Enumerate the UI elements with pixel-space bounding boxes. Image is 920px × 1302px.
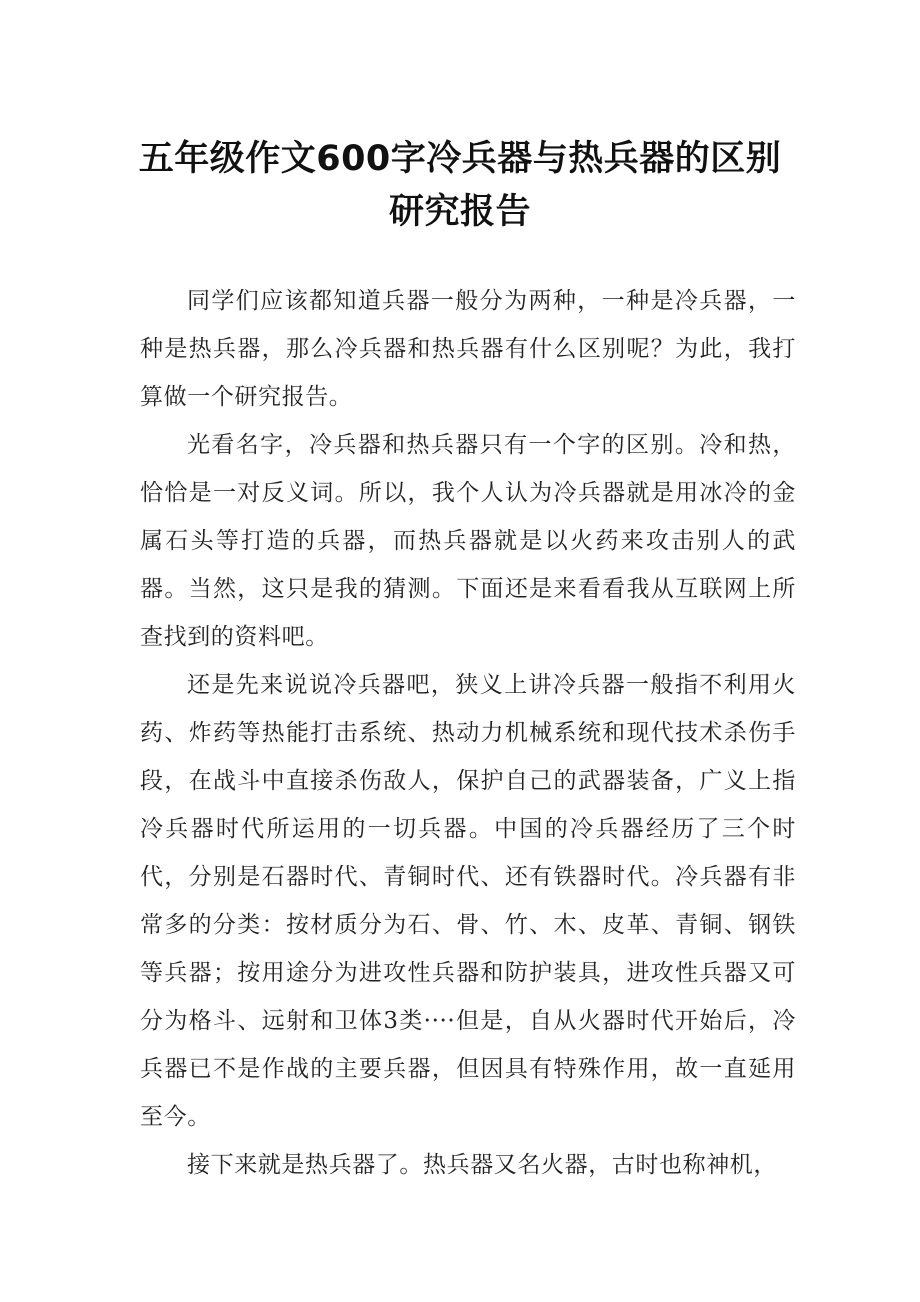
paragraph-intro: 同学们应该都知道兵器一般分为两种，一种是冷兵器，一种是热兵器，那么冷兵器和热兵器有什么区别呢？为此，我打算做一个研究报告。: [140, 288, 796, 410]
document-title: 五年级作文600字冷兵器与热兵器的区别研究报告: [138, 139, 782, 233]
document-body: [140, 277, 796, 1189]
paragraph-hot-weapons: 接下来就是热兵器了。热兵器又名火器，古时也称神机，: [187, 1152, 777, 1178]
paragraph-cold-weapons: 还是先来说说冷兵器吧，狭义上讲冷兵器一般指不利用火药、炸药等热能打击系统、热动力机械系统和现代技术杀伤手段，在战斗中直接杀伤敌人，保护自己的武器装备，广义上指冷兵器时代所运用的一切兵器。中国的冷兵器经历了三个时代，分别是石器时代、青铜时代、还有铁器时代。冷兵器有非常多的分类：按材质分为石、骨、竹、木、皮革、青铜、钢铁等兵器；按用途分为进攻性兵器和防护装具，进攻性兵器又可分为格斗、远射和卫体3类····但是，自从火器时代开始后，冷兵器已不是作战的主要兵器，但因具有特殊作用，故一直延用至今。: [140, 672, 796, 1130]
paragraph-name-comparison: 光看名字，冷兵器和热兵器只有一个字的区别。冷和热，恰恰是一对反义词。所以，我个人认为冷兵器就是用冰冷的金属石头等打造的兵器，而热兵器就是以火药来攻击别人的武器。当然，这只是我的猜测。下面还是来看看我从互联网上所查找到的资料吧。: [140, 432, 796, 650]
